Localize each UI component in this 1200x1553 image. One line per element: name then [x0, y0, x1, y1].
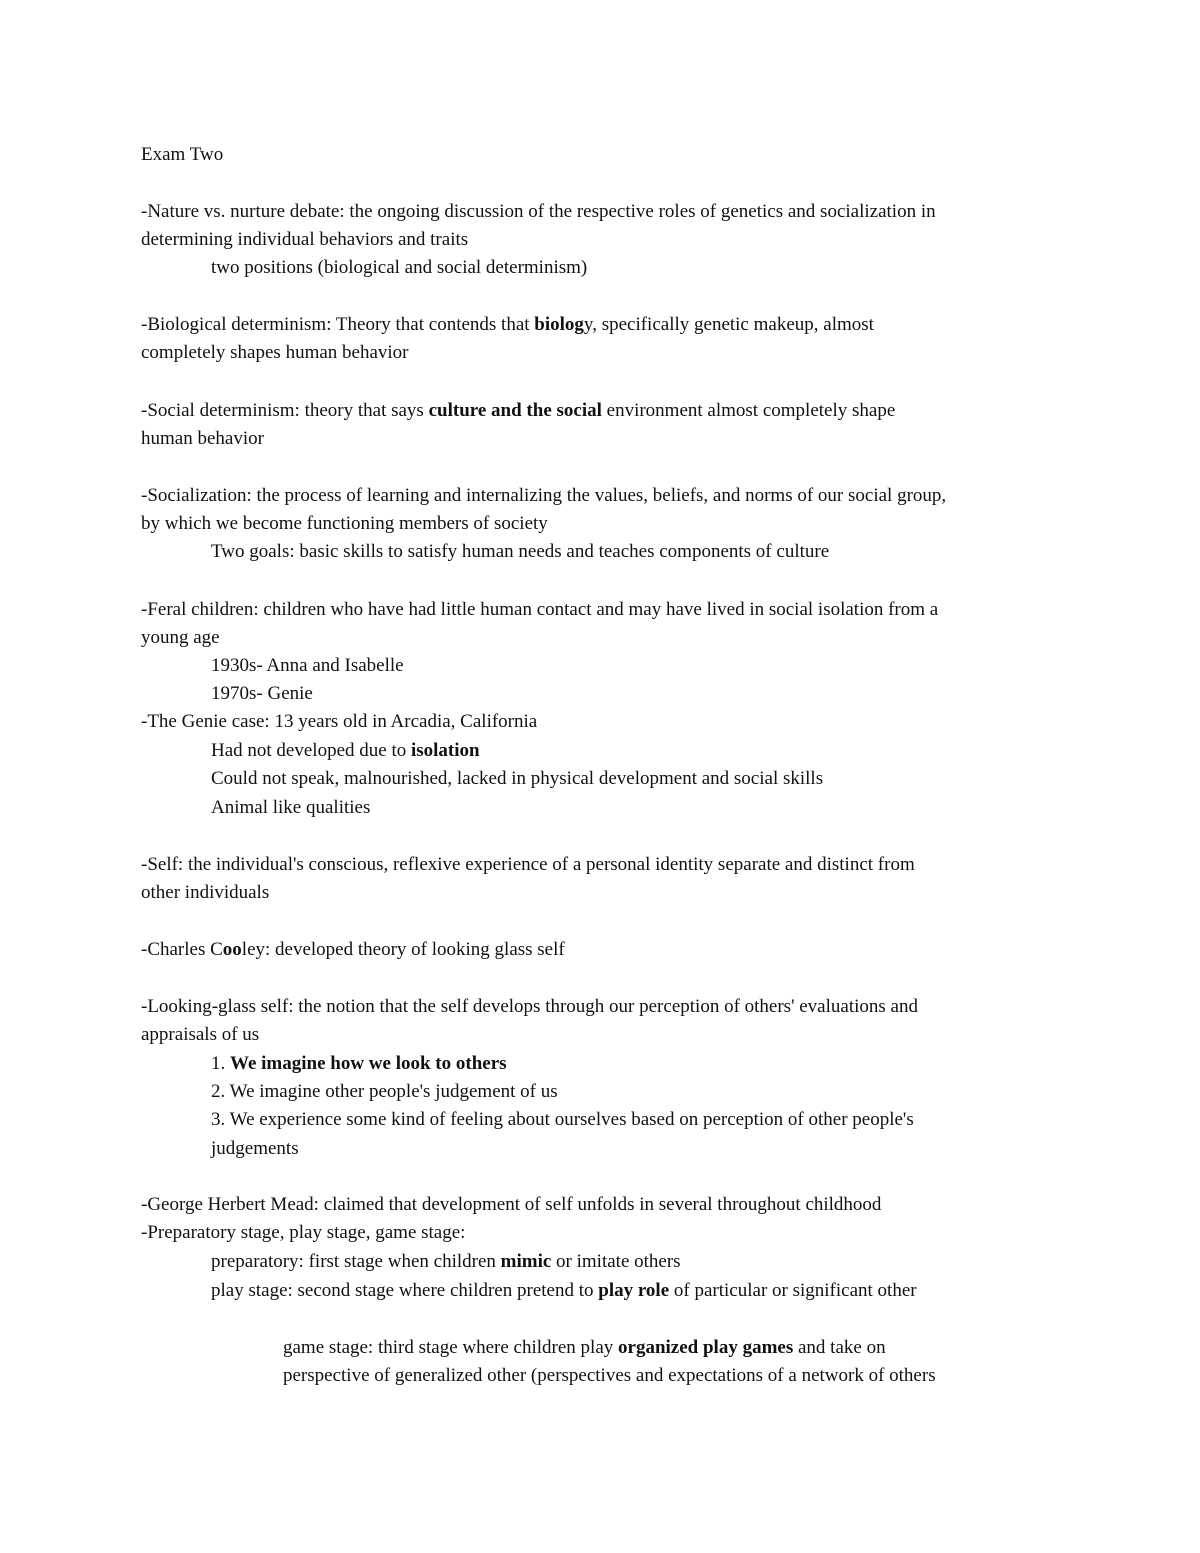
nature-definition-line-1: -Nature vs. nurture debate: the ongoing discussion of the respective roles of genetics and socialization in	[141, 201, 936, 222]
nature-definition-line-2: determining individual behaviors and traits	[141, 229, 469, 250]
page-title: Exam Two	[141, 144, 224, 165]
looking-glass-line-2: appraisals of us	[141, 1024, 260, 1045]
looking-glass-step-3-line-1: 3. We experience some kind of feeling about ourselves based on perception of other people's	[211, 1109, 914, 1130]
social-determinism-line-1: -Social determinism: theory that says culture and the social environment almost completely shape	[141, 400, 896, 421]
feral-subpoint-1930s: 1930s- Anna and Isabelle	[211, 655, 404, 676]
looking-glass-step-1: 1. We imagine how we look to others	[211, 1053, 507, 1074]
cooley-line: -Charles Cooley: developed theory of looking glass self	[141, 939, 565, 960]
genie-subpoint-animal: Animal like qualities	[211, 797, 371, 818]
preparatory-stage: preparatory: first stage when children mimic or imitate others	[211, 1251, 681, 1272]
social-determinism-line-2: human behavior	[141, 428, 264, 449]
game-stage-line-1: game stage: third stage where children play organized play games and take on	[283, 1337, 886, 1358]
game-stage-line-2: perspective of generalized other (perspectives and expectations of a network of others	[283, 1365, 936, 1386]
socialization-line-1: -Socialization: the process of learning and internalizing the values, beliefs, and norms of our social group,	[141, 485, 947, 506]
play-stage: play stage: second stage where children pretend to play role of particular or significant other	[211, 1280, 917, 1301]
stages-heading: -Preparatory stage, play stage, game stage:	[141, 1222, 466, 1243]
socialization-line-2: by which we become functioning members of society	[141, 513, 548, 534]
looking-glass-line-1: -Looking-glass self: the notion that the self develops through our perception of others' evaluations and	[141, 996, 918, 1017]
nature-subpoint: two positions (biological and social determinism)	[211, 257, 588, 278]
socialization-subpoint: Two goals: basic skills to satisfy human needs and teaches components of culture	[211, 541, 830, 562]
looking-glass-step-3-line-2: judgements	[211, 1138, 299, 1159]
genie-subpoint-isolation: Had not developed due to isolation	[211, 740, 480, 761]
biological-determinism-line-1: -Biological determinism: Theory that contends that biology, specifically genetic makeup, almost	[141, 314, 874, 335]
feral-children-line-2: young age	[141, 627, 220, 648]
feral-subpoint-1970s: 1970s- Genie	[211, 683, 313, 704]
biological-determinism-line-2: completely shapes human behavior	[141, 342, 409, 363]
genie-subpoint-speech: Could not speak, malnourished, lacked in physical development and social skills	[211, 768, 824, 789]
looking-glass-step-2: 2. We imagine other people's judgement of us	[211, 1081, 558, 1102]
self-definition-line-1: -Self: the individual's conscious, reflexive experience of a personal identity separate and distinct from	[141, 854, 915, 875]
mead-line: -George Herbert Mead: claimed that development of self unfolds in several throughout childhood	[141, 1194, 882, 1215]
genie-case-line: -The Genie case: 13 years old in Arcadia, California	[141, 711, 538, 732]
self-definition-line-2: other individuals	[141, 882, 270, 903]
feral-children-line-1: -Feral children: children who have had little human contact and may have lived in social isolation from a	[141, 599, 939, 620]
